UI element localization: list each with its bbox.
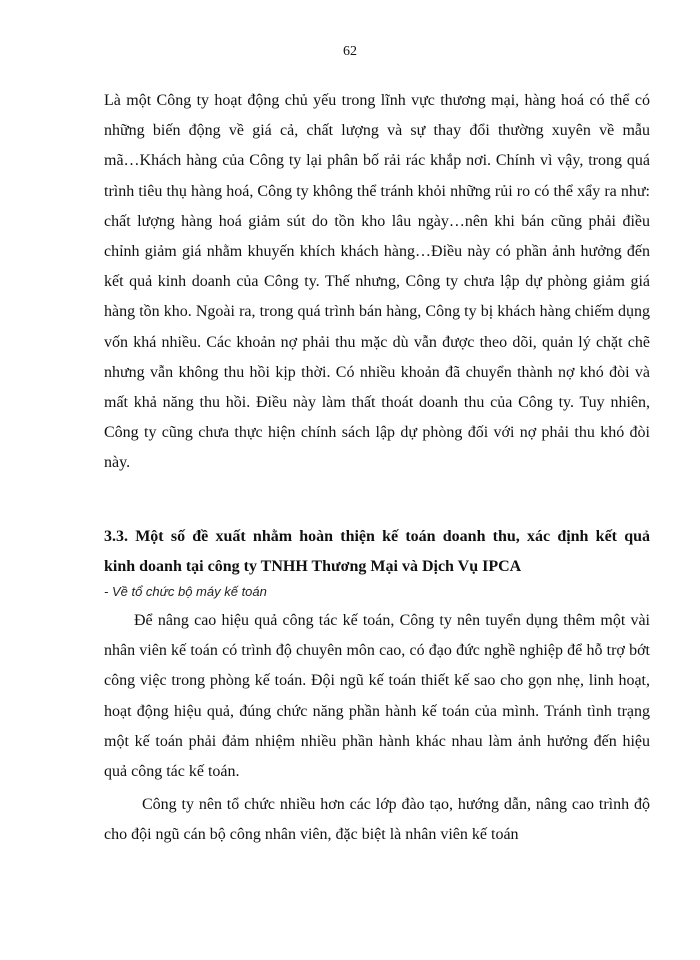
text-line: Để nâng cao hiệu quả công tác kế toán, Công ty nên tuyển dụng thêm một vài	[134, 612, 650, 629]
text-line: mất khả năng thu hồi. Điều này làm thất thoát doanh thu của Công ty. Tuy nhiên,	[104, 394, 650, 412]
text-line: những biến động về giá cả, chất lượng và sự thay đổi thường xuyên về mẫu	[104, 122, 650, 140]
paragraph-organization	[104, 606, 650, 787]
section-heading	[104, 522, 650, 582]
text-line: hàng tồn kho. Ngoài ra, trong quá trình bán hàng, Công ty bị khách hàng chiếm dụng	[104, 303, 650, 321]
text-line: chất lượng hàng hoá giảm sút do tồn kho lâu ngày…nên khi bán cũng phải điều	[104, 212, 650, 230]
section-heading-line: kinh doanh tại công ty TNHH Thương Mại và Dịch Vụ IPCA	[104, 558, 522, 575]
text-line: Công ty cũng chưa thực hiện chính sách lập dự phòng đối với nợ phải thu khó đòi	[104, 424, 650, 442]
text-line: kết quả kinh doanh của Công ty. Thế nhưng, Công ty chưa lập dự phòng giảm giá	[104, 273, 650, 291]
text-line: mã…Khách hàng của Công ty lại phân bố rải rác khắp nơi. Chính vì vậy, trong quá	[104, 152, 650, 170]
text-line: trình tiêu thụ hàng hoá, Công ty không thể tránh khỏi những rủi ro có thể xẩy ra như:	[104, 182, 650, 200]
text-line: công việc trong phòng kế toán. Đội ngũ kế toán thiết kế sao cho gọn nhẹ, linh hoạt,	[104, 672, 650, 690]
text-line: vốn khá nhiều. Các khoản nợ phải thu mặc dù vẫn được theo dõi, quản lý chặt chẽ	[104, 333, 650, 351]
text-line: hoạt động hiệu quả, đúng chức năng phần hành kế toán của mình. Tránh tình trạng	[104, 702, 650, 720]
text-line: Công ty nên tổ chức nhiều hơn các lớp đào tạo, hướng dẫn, nâng cao trình độ	[142, 796, 650, 813]
text-line: một kế toán phải đảm nhiệm nhiều phần hành khác nhau làm ảnh hưởng đến hiệu	[104, 732, 650, 750]
paragraph-training	[104, 790, 650, 850]
text-line: này.	[104, 454, 131, 472]
text-line: nhưng vẫn không thu hồi kịp thời. Có nhiều khoản đã chuyển thành nợ khó đòi và	[104, 363, 650, 381]
text-line: chỉnh giảm giá nhằm khuyến khích khách hàng…Điều này có phần ảnh hưởng đến	[104, 243, 650, 261]
paragraph-accounting-risks	[104, 86, 650, 479]
page-number: 62	[343, 44, 357, 59]
subheading: - Về tổ chức bộ máy kế toán	[104, 584, 267, 599]
section-heading-line: 3.3. Một số đề xuất nhằm hoàn thiện kế toán doanh thu, xác định kết quả	[104, 528, 650, 545]
text-line: cho đội ngũ cán bộ công nhân viên, đặc biệt là nhân viên kế toán	[104, 826, 519, 844]
text-line: Là một Công ty hoạt động chủ yếu trong lĩnh vực thương mại, hàng hoá có thể có	[104, 92, 650, 109]
text-line: quả công tác kế toán.	[104, 763, 240, 781]
text-line: nhân viên kế toán có trình độ chuyên môn cao, có đạo đức nghề nghiệp để hỗ trợ bớt	[104, 642, 650, 660]
